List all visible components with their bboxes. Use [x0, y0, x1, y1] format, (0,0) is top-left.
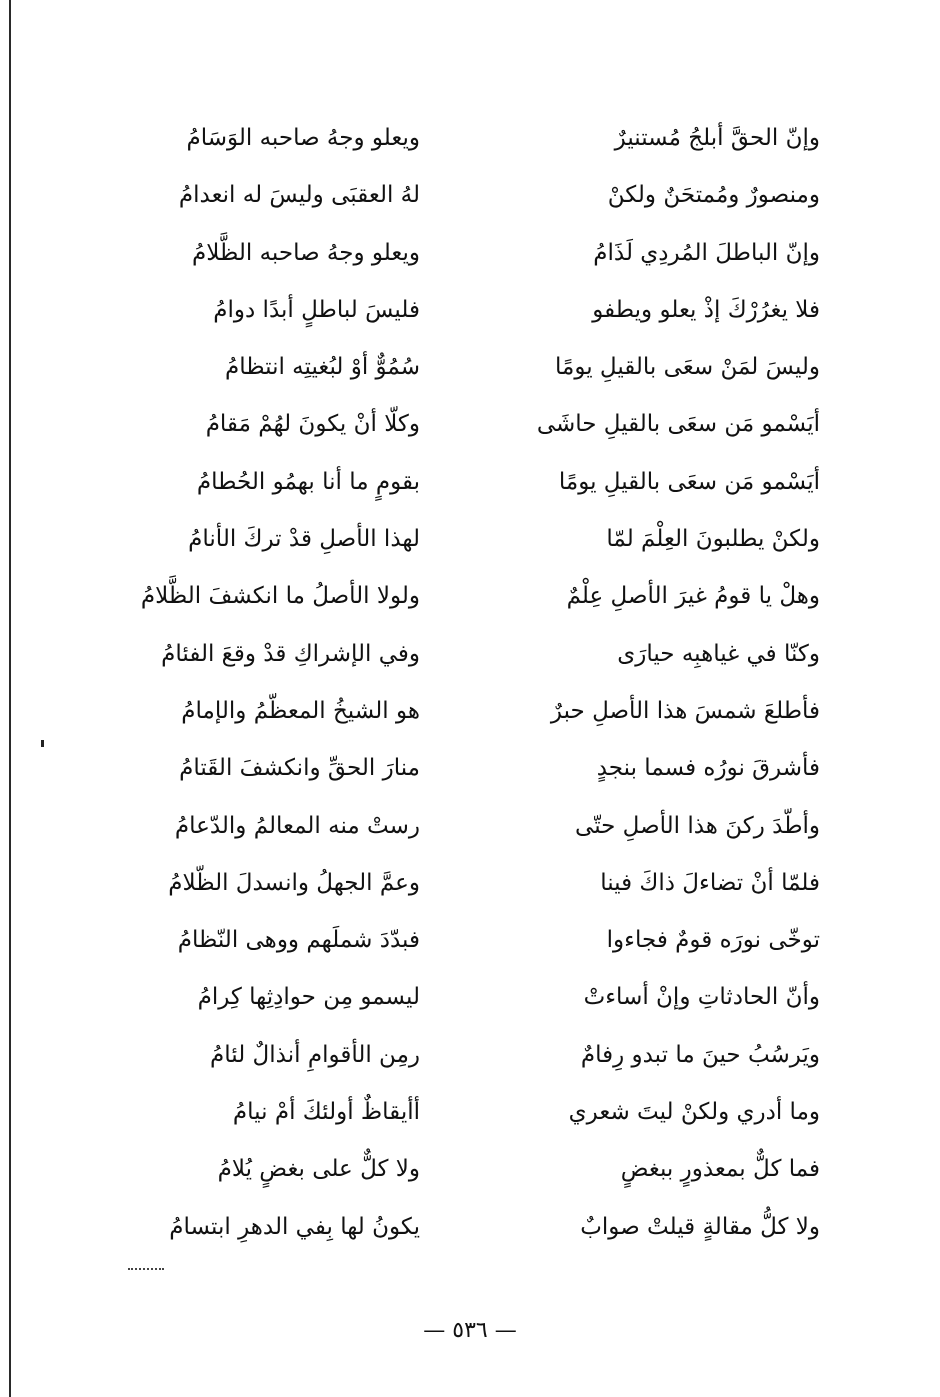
verse-line	[110, 738, 820, 795]
verse-line	[110, 681, 820, 738]
second-hemistich: رمِن الأقوامِ أنذالٌ لئامُ	[210, 1041, 420, 1068]
second-hemistich: أأيقاظٌ أولئكَ أمْ نيامُ	[232, 1099, 420, 1126]
first-hemistich: فأطلعَ شمسَ هذا الأصلِ حبرٌ	[550, 697, 820, 724]
dotted-mark	[128, 1268, 164, 1274]
second-hemistich: ولولا الأصلُ ما انكشفَ الظَّلامُ	[140, 583, 420, 610]
verse-line	[110, 452, 820, 509]
first-hemistich: أيَسْمو مَن سعَى بالقيلِ حاشَى	[536, 411, 820, 438]
first-hemistich: وأطّدَ ركنَ هذا الأصلِ حتّى	[575, 812, 820, 839]
page-number: — ٥٣٦ —	[423, 1318, 517, 1343]
verse-line	[110, 796, 820, 853]
first-hemistich: فلمّا أنْ تضاءلَ ذاكَ فينا	[600, 869, 820, 896]
first-hemistich: أيَسْمو مَن سعَى بالقيلِ يومًا	[558, 468, 820, 495]
second-hemistich: لهذا الأصلِ قدْ تركَ الأنامُ	[188, 526, 420, 553]
first-hemistich: ومنصورٌ ومُمتحَنٌ ولكنْ	[607, 182, 820, 209]
second-hemistich: وعمَّ الجهلُ وانسدلَ الظّلامُ	[168, 869, 420, 896]
verse-line	[110, 566, 820, 623]
first-hemistich: وإنّ الحقَّ أبلجُ مُستنيرٌ	[614, 125, 820, 151]
first-hemistich: وهلْ يا قومُ غيرَ الأصلِ عِلْمٌ	[566, 583, 820, 610]
second-hemistich: وكلّا أنْ يكونَ لهُمْ مَقامُ	[205, 411, 420, 438]
verse-line	[110, 337, 820, 394]
second-hemistich: فليسَ لباطلٍ أبدًا دوامُ	[213, 296, 420, 323]
first-hemistich: ويَرسُبُ حينَ ما تبدو رِفامٌ	[580, 1041, 820, 1068]
first-hemistich: وكنّا في غياهبِه حيارَى	[617, 640, 820, 667]
first-hemistich: توخّى نورَه قومٌ فجاءوا	[606, 927, 820, 954]
second-hemistich: ولا كلٌّ على بغضٍ يُلامُ	[217, 1156, 420, 1183]
verse-line	[110, 165, 820, 222]
verse-line	[110, 108, 820, 165]
first-hemistich: وما أدري ولكنْ ليتَ شعري	[568, 1099, 820, 1126]
second-hemistich: بقومٍ ما أنا بهمُو الحُطامُ	[196, 468, 420, 495]
verse-line	[110, 223, 820, 280]
verse-line	[110, 853, 820, 910]
second-hemistich: وفي الإشراكِ قدْ وقعَ الفئامُ	[161, 640, 420, 667]
verse-line	[110, 624, 820, 681]
second-hemistich: فبدّدَ شملَهم ووهى النّظامُ	[177, 927, 420, 954]
second-hemistich: لهُ العقبَى وليسَ له انعدامُ	[178, 182, 420, 209]
page-binding-edge	[9, 0, 11, 1397]
second-hemistich: ويعلو وجهُ صاحبه الظَّلامُ	[192, 239, 420, 266]
first-hemistich: وليسَ لمَنْ سعَى بالقيلِ يومًا	[555, 354, 820, 381]
verse-line	[110, 1197, 820, 1254]
margin-mark	[41, 740, 44, 747]
verse-line	[110, 280, 820, 337]
second-hemistich: سُمُوٌّ أوْ لبُغيتِه انتظامُ	[225, 354, 420, 381]
second-hemistich: منارَ الحقِّ وانكشفَ القَتامُ	[179, 755, 420, 782]
first-hemistich: ولا كلُّ مقالةٍ قيلتْ صوابٌ	[580, 1213, 820, 1240]
verse-line	[110, 1139, 820, 1196]
first-hemistich: فأشرقَ نورُه فسما بنجدٍ	[596, 755, 820, 782]
verse-line	[110, 1082, 820, 1139]
first-hemistich: وإنّ الباطلَ المُردِي لَذَامُ	[593, 239, 820, 266]
first-hemistich: فما كلٌّ بمعذورٍ ببغضٍ	[620, 1156, 820, 1183]
first-hemistich: ولكنْ يطلبونَ العِلْمَ لمّا	[606, 526, 820, 553]
verse-line	[110, 509, 820, 566]
verse-line	[110, 910, 820, 967]
second-hemistich: يكونُ لها بِفي الدهرِ ابتسامُ	[169, 1213, 420, 1240]
verse-line	[110, 394, 820, 451]
first-hemistich: فلا يغرُرْكَ إذْ يعلو ويطفو	[592, 296, 820, 323]
first-hemistich: وأنّ الحادثاتِ وإنْ أساءتْ	[583, 984, 820, 1011]
poem	[110, 108, 820, 1254]
second-hemistich: رستْ منه المعالمُ والدّعامُ	[174, 812, 420, 839]
verse-line	[110, 1025, 820, 1082]
verse-line	[110, 967, 820, 1024]
second-hemistich: ويعلو وجهُ صاحبه الوَسَامُ	[186, 125, 420, 151]
second-hemistich: هو الشيخُ المعظّمُ والإمامُ	[181, 697, 420, 724]
second-hemistich: ليسمو مِن حوادِثِها كِرامُ	[197, 984, 420, 1011]
